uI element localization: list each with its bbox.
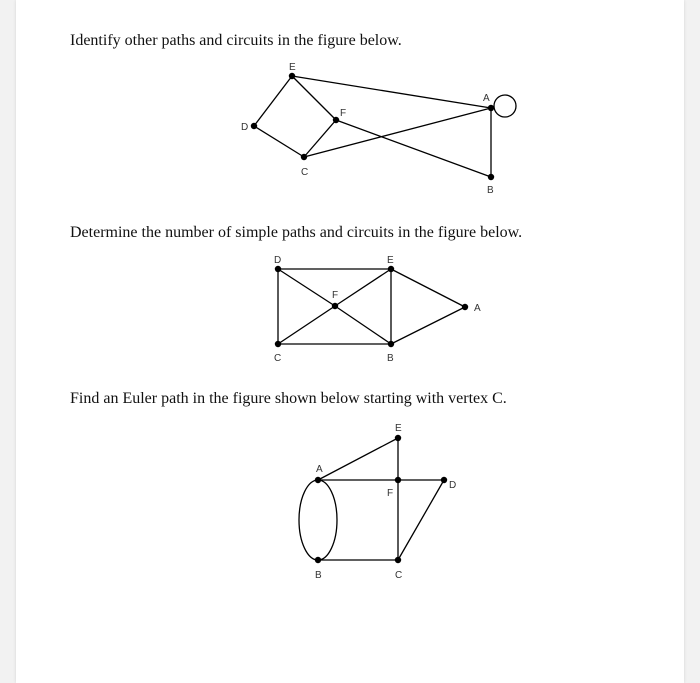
vertex-F (333, 117, 339, 123)
vertex-B (488, 174, 494, 180)
question-1-text: Identify other paths and circuits in the figure below. (70, 32, 402, 49)
vertex-A (462, 304, 468, 310)
vertex-label-B: B (487, 185, 494, 196)
edge-B-A (391, 307, 465, 344)
vertex-label-C: C (301, 167, 309, 178)
edge-A-loop (494, 95, 516, 117)
vertex-F (332, 303, 338, 309)
vertex-label-D: D (274, 255, 282, 266)
vertex-E (289, 73, 295, 79)
question-3-text: Find an Euler path in the figure shown below starting with vertex C. (70, 390, 507, 407)
vertex-label-F: F (340, 108, 347, 119)
vertex-E (388, 266, 394, 272)
vertex-label-D: D (241, 122, 249, 133)
vertex-label-F: F (387, 488, 394, 499)
vertex-label-A: A (483, 93, 490, 104)
vertex-label-A: A (316, 464, 323, 475)
vertex-D (251, 123, 257, 129)
vertex-label-E: E (289, 62, 296, 73)
vertex-label-B: B (387, 353, 394, 364)
vertex-label-E: E (395, 423, 402, 434)
edge-D-F (278, 269, 335, 306)
edge-D-C (398, 480, 444, 560)
vertex-D (275, 266, 281, 272)
vertex-A (315, 477, 321, 483)
vertex-label-E: E (387, 255, 394, 266)
vertex-label-F: F (332, 290, 339, 301)
vertex-F (395, 477, 401, 483)
graph-figure-2 (274, 255, 481, 364)
edge-E-A (292, 76, 491, 108)
vertex-C (395, 557, 401, 563)
vertex-label-C: C (395, 570, 403, 581)
vertex-A (488, 105, 494, 111)
edge-E-D (254, 76, 292, 126)
vertex-label-C: C (274, 353, 282, 364)
vertex-E (395, 435, 401, 441)
graph-figure-3 (299, 423, 456, 581)
edge-E-A (391, 269, 465, 307)
vertex-label-A: A (474, 303, 481, 314)
edges-A-B-double (299, 480, 337, 560)
vertex-D (441, 477, 447, 483)
vertex-C (301, 154, 307, 160)
vertex-label-B: B (315, 570, 322, 581)
vertex-B (315, 557, 321, 563)
edge-A-E (318, 438, 398, 480)
edge-D-C (254, 126, 304, 157)
vertex-C (275, 341, 281, 347)
edge-F-C (304, 120, 336, 157)
edge-F-B (335, 306, 391, 344)
question-2-text: Determine the number of simple paths and circuits in the figure below. (70, 224, 523, 241)
vertex-B (388, 341, 394, 347)
edge-E-F (335, 269, 391, 306)
graph-figure-1 (241, 62, 516, 196)
vertex-label-D: D (449, 480, 457, 491)
edge-F-C (278, 306, 335, 344)
